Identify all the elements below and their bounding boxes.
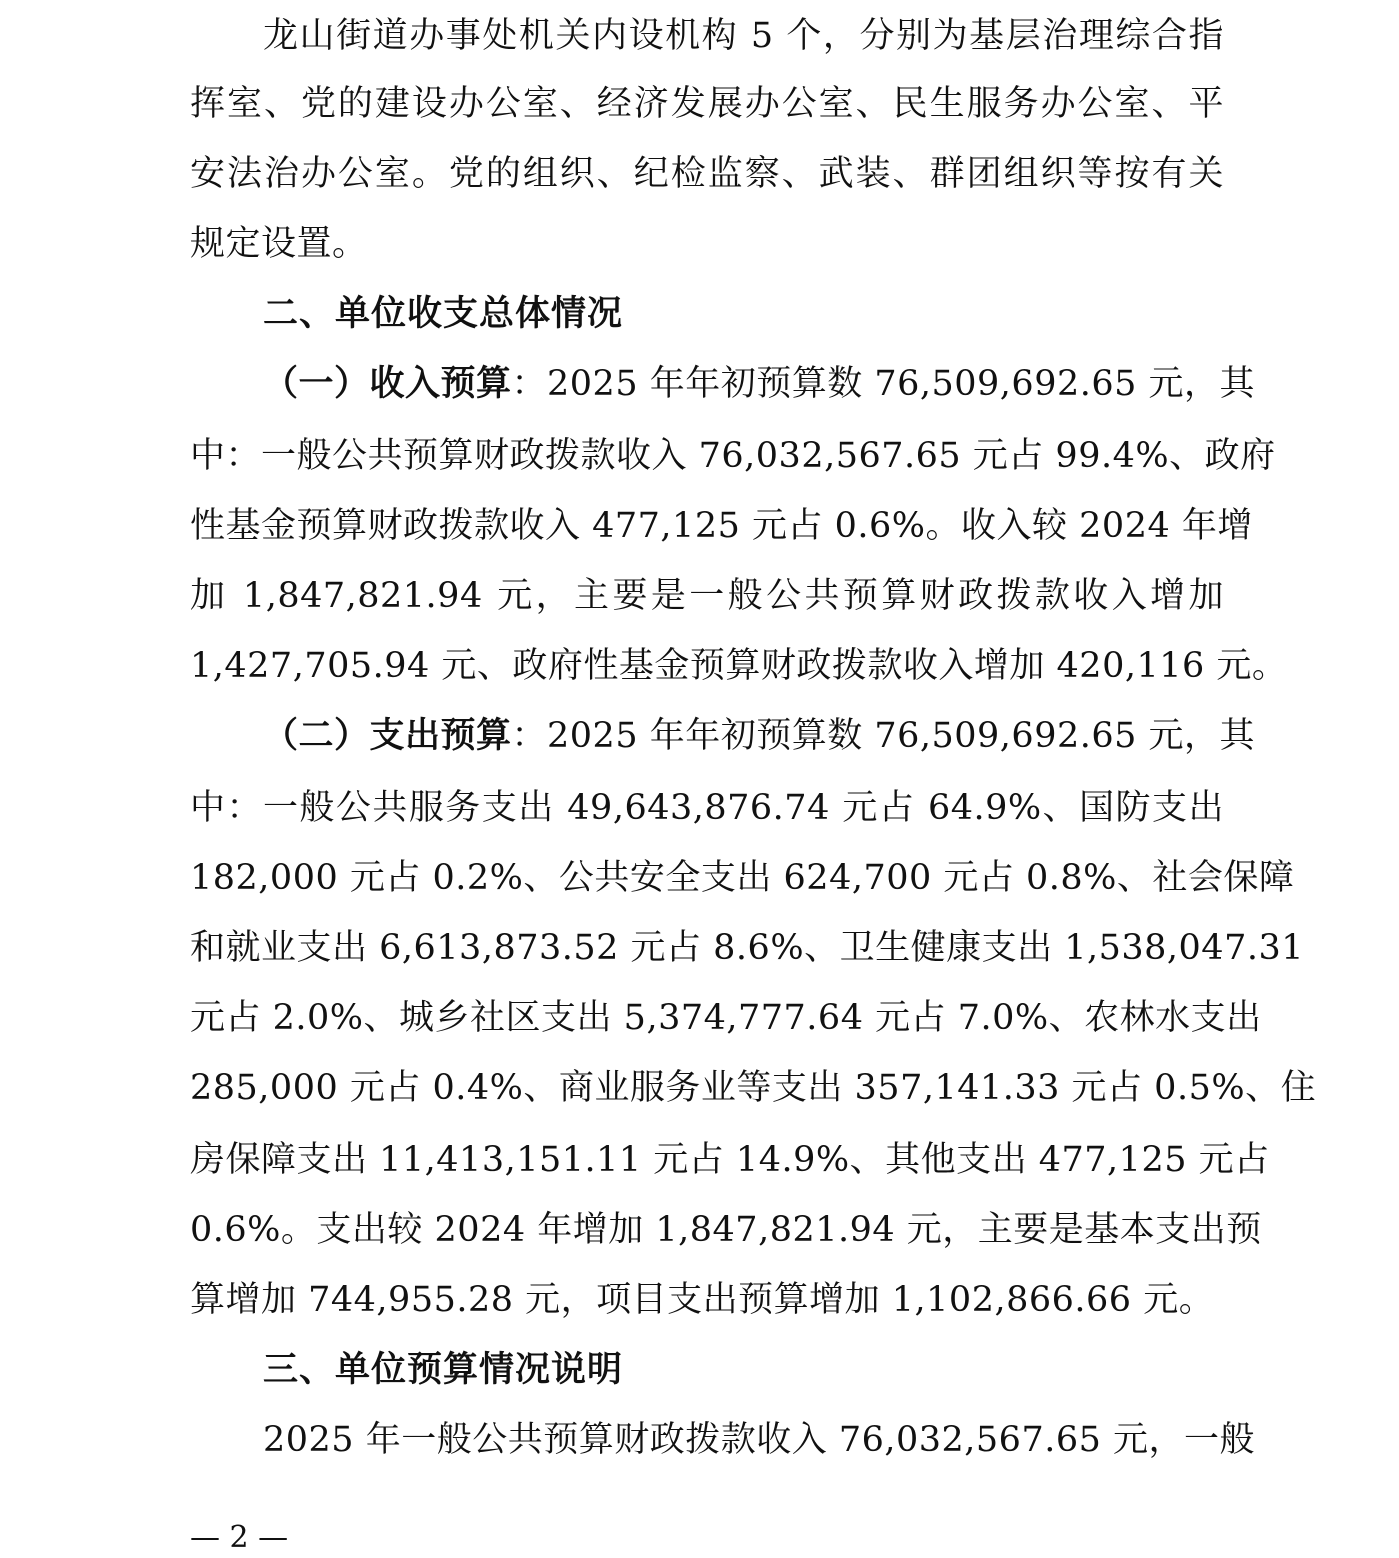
income-line-2: 中：一般公共预算财政拨款收入 76,032,567.65 元占 99.4%、政府: [190, 436, 1276, 476]
income-line-1-text: ：2025 年年初预算数 76,509,692.65 元，其: [511, 364, 1256, 404]
income-line-5: 1,427,705.94 元、政府性基金预算财政拨款收入增加 420,116 元。: [190, 646, 1288, 686]
expenditure-line-1: [263, 710, 1256, 762]
income-line-4: 加 1,847,821.94 元，主要是一般公共预算财政拨款收入增加: [190, 576, 1224, 616]
paragraph-1-line-3: 安法治办公室。党的组织、纪检监察、武装、群团组织等按有关: [190, 154, 1224, 194]
income-label: （一）收入预算: [263, 363, 512, 404]
paragraph-1-line-2: 挥室、党的建设办公室、经济发展办公室、民生服务办公室、平: [190, 84, 1224, 124]
expenditure-line-3: 182,000 元占 0.2%、公共安全支出 624,700 元占 0.8%、社会保障: [190, 858, 1295, 898]
expenditure-line-6: 285,000 元占 0.4%、商业服务业等支出 357,141.33 元占 0.5%、住: [190, 1068, 1317, 1108]
page-number: — 2 —: [190, 1520, 289, 1555]
paragraph-1-line-4: 规定设置。: [190, 224, 368, 264]
expenditure-line-1-text: ：2025 年年初预算数 76,509,692.65 元，其: [511, 716, 1256, 756]
expenditure-line-9: 算增加 744,955.28 元，项目支出预算增加 1,102,866.66 元。: [190, 1280, 1215, 1320]
section-3-line-1: 2025 年一般公共预算财政拨款收入 76,032,567.65 元，一般: [263, 1420, 1256, 1460]
expenditure-line-4: 和就业支出 6,613,873.52 元占 8.6%、卫生健康支出 1,538,047.31: [190, 928, 1304, 968]
expenditure-label: （二）支出预算: [263, 715, 512, 756]
section-2-heading: 二、单位收支总体情况: [263, 293, 624, 334]
expenditure-line-2: 中：一般公共服务支出 49,643,876.74 元占 64.9%、国防支出: [190, 788, 1224, 828]
expenditure-line-7: 房保障支出 11,413,151.11 元占 14.9%、其他支出 477,125 元占: [190, 1140, 1270, 1180]
expenditure-line-5: 元占 2.0%、城乡社区支出 5,374,777.64 元占 7.0%、农林水支出: [190, 998, 1262, 1038]
expenditure-line-8: 0.6%。支出较 2024 年增加 1,847,821.94 元，主要是基本支出预: [190, 1210, 1262, 1250]
section-3-heading: 三、单位预算情况说明: [263, 1349, 624, 1390]
paragraph-1-line-1: 龙山街道办事处机关内设机构 5 个，分别为基层治理综合指: [263, 16, 1224, 56]
income-line-1: [263, 358, 1256, 410]
income-line-3: 性基金预算财政拨款收入 477,125 元占 0.6%。收入较 2024 年增: [190, 506, 1253, 546]
